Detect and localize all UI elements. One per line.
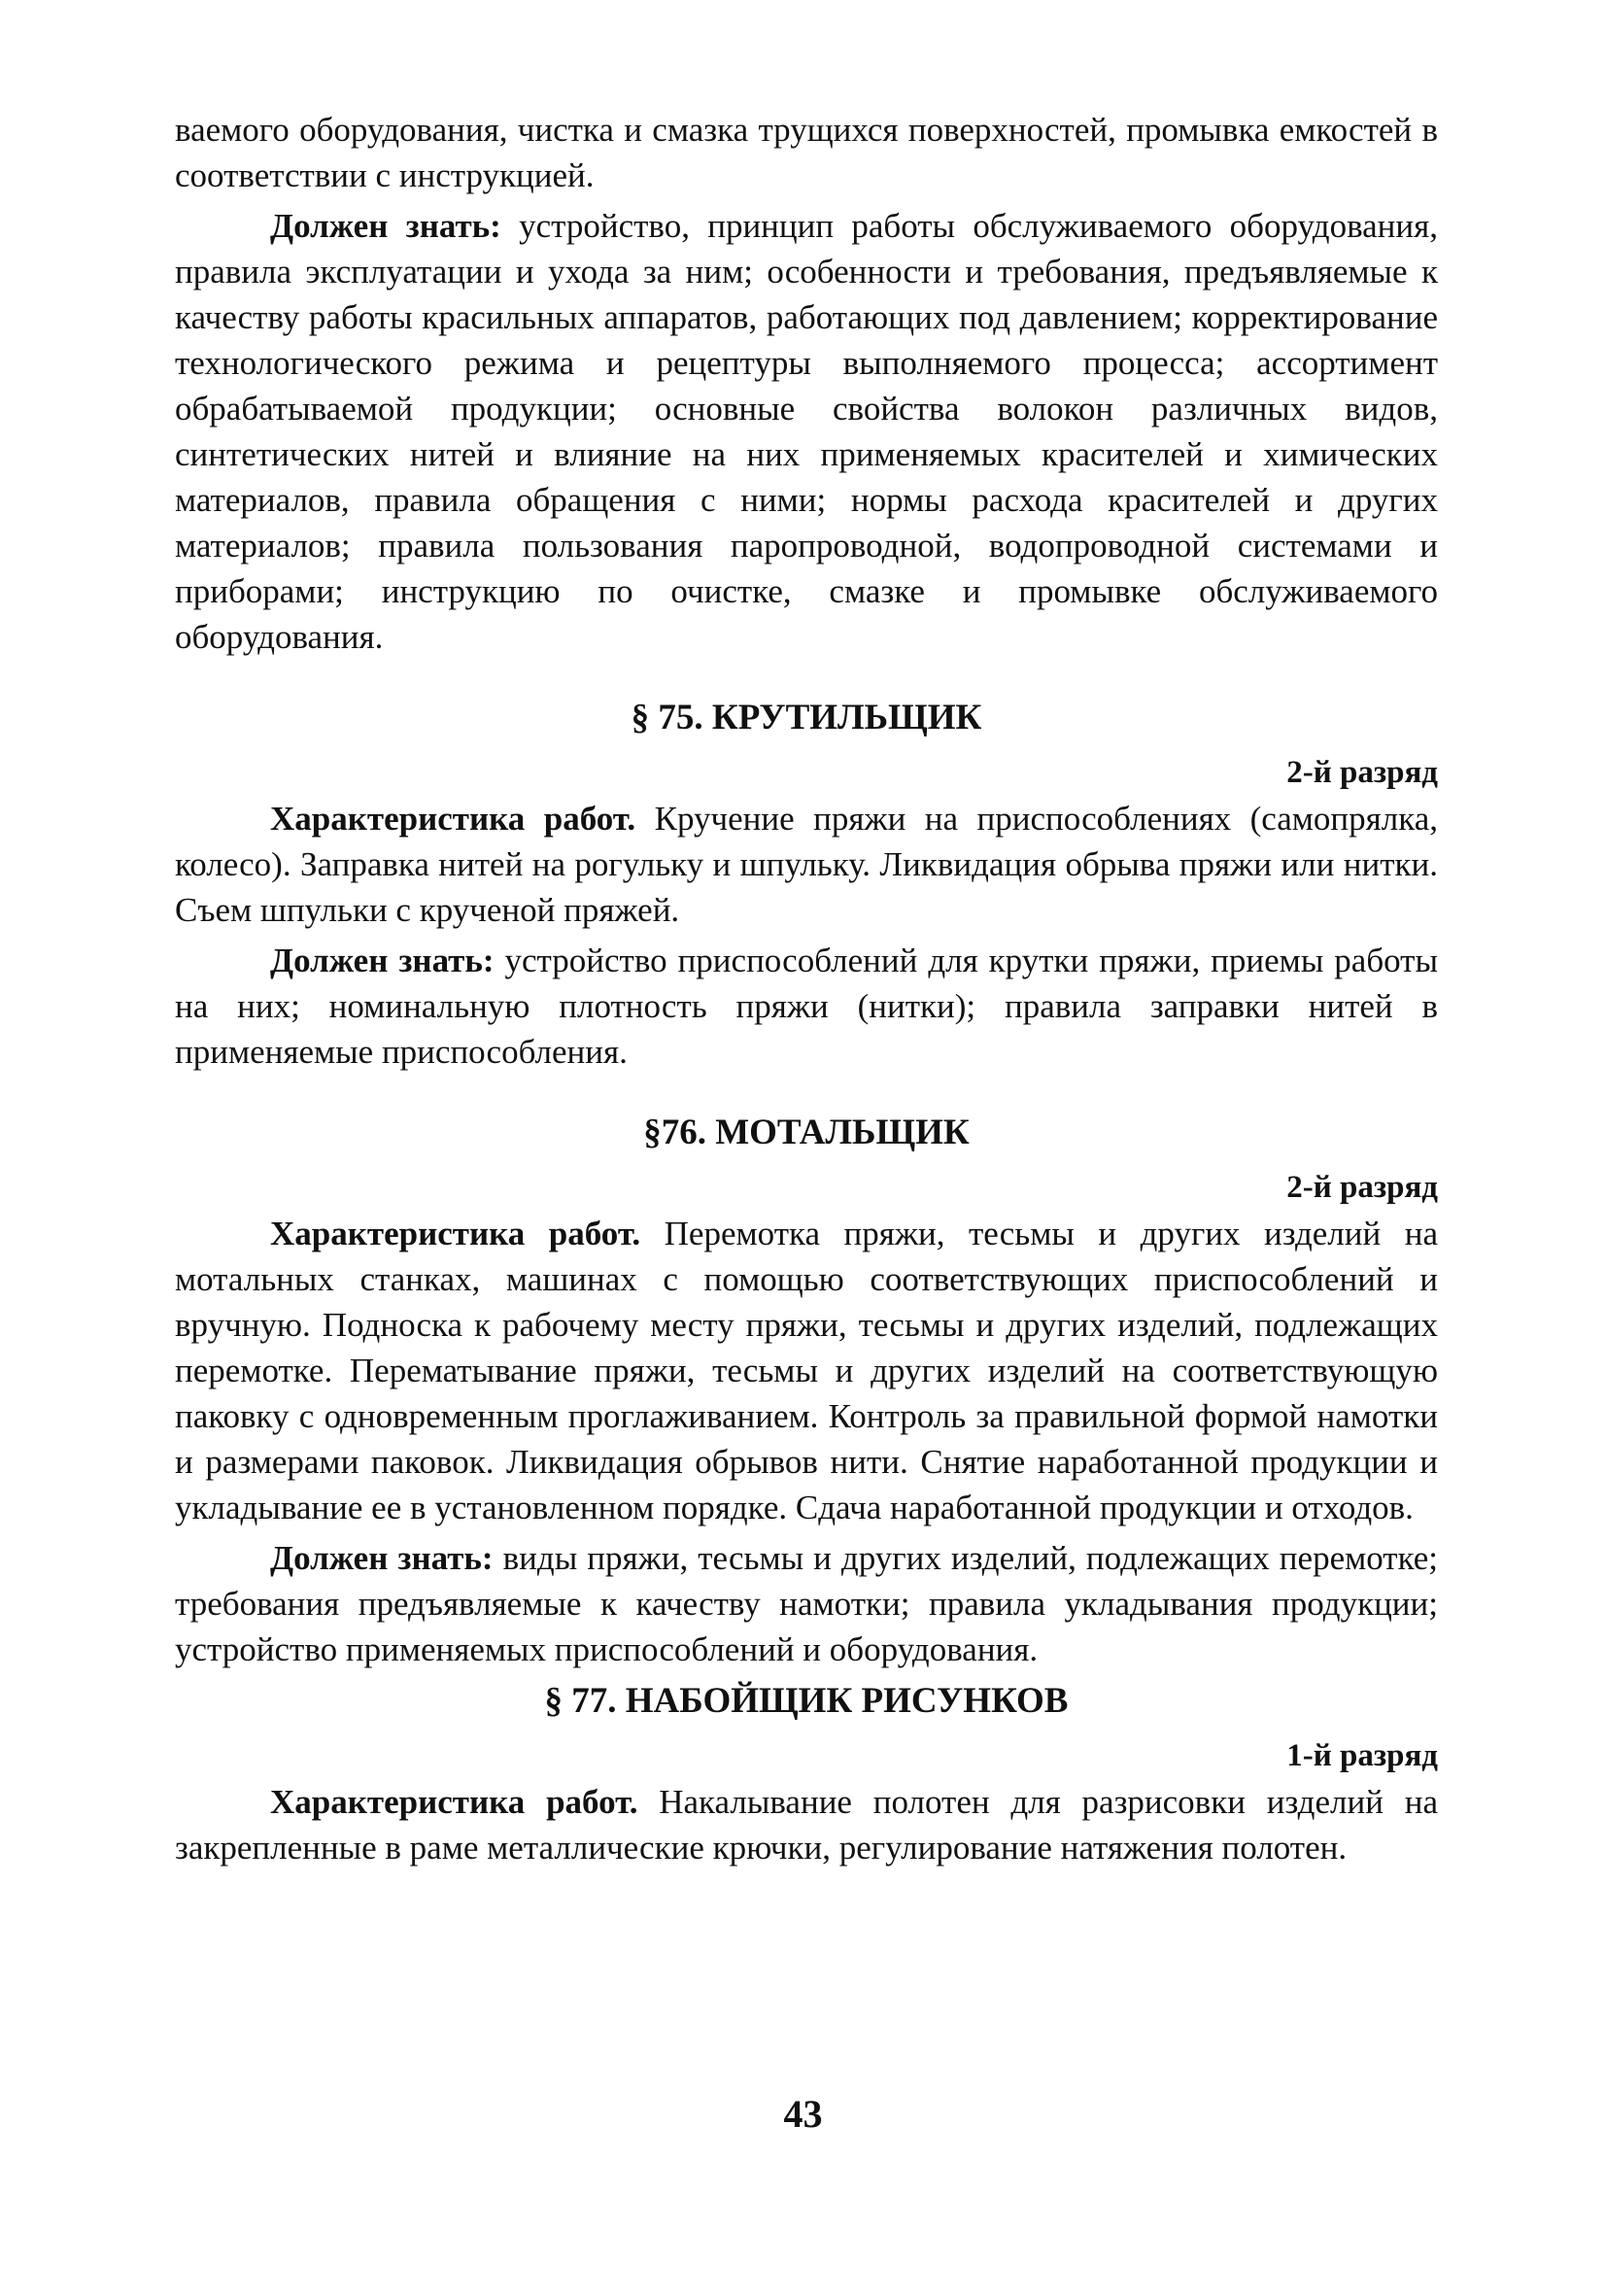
work-paragraph-76 (175, 1211, 1438, 1530)
work-lead: Характеристика работ. (270, 1215, 641, 1252)
knowledge-lead: Должен знать: (270, 1539, 494, 1577)
knowledge-text: устройство приспособлений для крутки пряжи, приемы работы на них; номинальную плотность пряжи (нитки); правила заправки нитей в применяемые приспособления. (175, 942, 1438, 1071)
work-text: Накалывание полотен для разрисовки изделий на закрепленные в раме металлические крючки, регулирование натяжения полотен. (175, 1783, 1438, 1867)
knowledge-paragraph-76 (175, 1535, 1438, 1672)
grade-75: 2-й разряд (1286, 755, 1438, 790)
section-title-77: § 77. НАБОЙЩИК РИСУНКОВ (544, 1681, 1069, 1721)
work-lead: Характеристика работ. (270, 800, 636, 838)
knowledge-lead: Должен знать: (270, 942, 495, 979)
grade-77: 1-й разряд (1286, 1738, 1438, 1773)
section-title-76: §76. МОТАЛЬЩИК (643, 1113, 970, 1152)
page-number: 43 (783, 2092, 823, 2136)
grade-76: 2-й разряд (1286, 1170, 1438, 1205)
knowledge-paragraph-75 (175, 938, 1438, 1075)
work-lead: Характеристика работ. (270, 1783, 638, 1821)
work-text: Кручение пряжи на приспособлениях (самопрялка, колесо). Заправка нитей на рогульку и шпульку. Ликвидация обрыва пряжи или нитки. Съем шпульки с крученой пряжей. (175, 800, 1438, 929)
work-paragraph-77 (175, 1779, 1438, 1870)
intro-knowledge-paragraph (175, 203, 1438, 660)
intro-continuation: ваемого оборудования, чистка и смазка трущихся поверхностей, промывка емкостей в соответствии с инструкцией. (175, 111, 1438, 194)
work-text: Перемотка пряжи, тесьмы и других изделий на мотальных станках, машинах с помощью соответствующих приспособлений и вручную. Подноска к рабочему месту пряжи, тесьмы и других изделий, подлежащих перемотке. Перематывание пряжи, тесьмы и других изделий на соответствующую паковку с одновременным проглаживанием. Контроль за правильной формой намотки и размерами паковок. Ликвидация обрывов нити. Снятие наработанной продукции и укладывание ее в установленном порядке. Сдача наработанной продукции и отходов. (175, 1215, 1438, 1526)
document-page (175, 107, 1438, 1875)
knowledge-text: виды пряжи, тесьмы и других изделий, подлежащих перемотке; требования предъявляемые к качеству намотки; правила укладывания продукции; устройство применяемых приспособлений и оборудования. (175, 1539, 1438, 1668)
work-paragraph-75 (175, 796, 1438, 933)
knowledge-lead: Должен знать: (270, 207, 501, 245)
section-title-75: § 75. КРУТИЛЬЩИК (631, 698, 982, 737)
knowledge-text: устройство, принцип работы обслуживаемого оборудования, правила эксплуатации и ухода за ним; особенности и требования, предъявляемые к качеству работы красильных аппаратов, работающих под давлением; корректирование технологического режима и рецептуры выполняемого процесса; ассортимент обрабатываемой продукции; основные свойства волокон различных видов, синтетических нитей и влияние на них применяемых красителей и химических материалов, правила обращения с ними; нормы расхода красителей и других материалов; правила пользования паропроводной, водопроводной системами и приборами; инструкцию по очистке, смазке и промывке обслуживаемого оборудования. (175, 207, 1438, 656)
